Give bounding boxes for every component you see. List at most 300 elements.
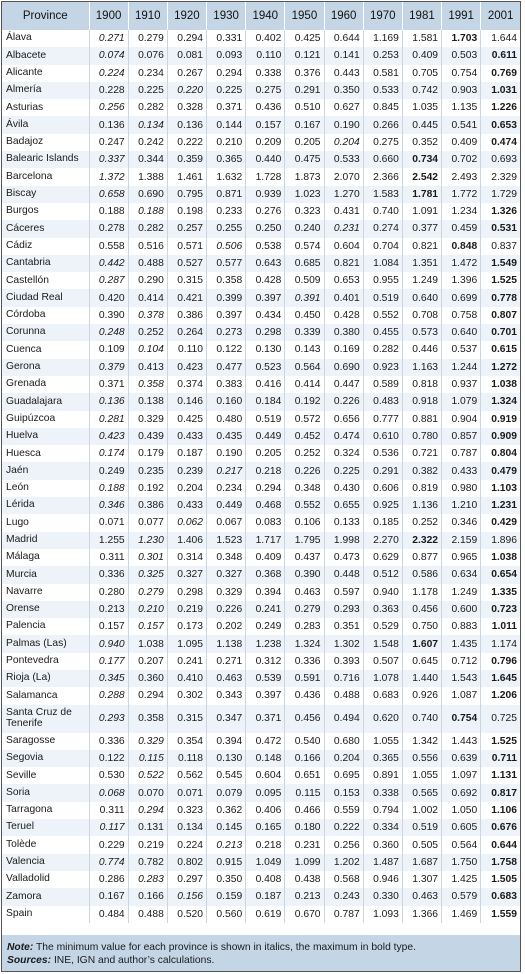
table-row [2, 618, 520, 635]
value-cell: 0.134 [128, 116, 167, 133]
value-cell: 0.249 [246, 618, 285, 635]
value-cell: 1.023 [285, 186, 324, 203]
value-cell: 0.904 [442, 411, 481, 428]
value-cell: 1.302 [324, 635, 363, 652]
value-cell: 1.425 [442, 871, 481, 888]
table-row [2, 411, 520, 428]
value-cell: 0.174 [89, 445, 128, 462]
value-cell: 0.228 [89, 82, 128, 99]
value-cell: 0.198 [167, 203, 206, 220]
value-cell: 0.327 [167, 566, 206, 583]
value-cell: 0.282 [363, 341, 402, 358]
value-cell: 0.143 [285, 341, 324, 358]
value-cell: 0.519 [363, 289, 402, 306]
value-cell: 0.443 [324, 65, 363, 82]
value-cell: 1.136 [402, 497, 441, 514]
value-cell: 2.366 [363, 168, 402, 185]
value-cell: 1.772 [442, 186, 481, 203]
value-cell: 0.329 [207, 584, 246, 601]
table-row [2, 324, 520, 341]
value-cell: 0.220 [167, 82, 206, 99]
province-name-cell: Grenada [2, 376, 89, 393]
value-cell: 0.433 [167, 497, 206, 514]
value-cell: 0.248 [89, 324, 128, 341]
table-row [2, 307, 520, 324]
value-cell: 0.209 [246, 134, 285, 151]
value-cell: 0.692 [442, 784, 481, 801]
value-cell: 0.133 [324, 514, 363, 531]
value-cell: 0.660 [363, 151, 402, 168]
value-cell: 0.283 [128, 871, 167, 888]
value-cell: 0.436 [285, 687, 324, 704]
value-cell: 1.998 [324, 532, 363, 549]
value-cell: 1.795 [285, 532, 324, 549]
value-cell: 0.802 [167, 854, 206, 871]
value-cell: 0.940 [363, 584, 402, 601]
table-row [2, 116, 520, 133]
table-row [2, 906, 520, 923]
value-cell: 0.345 [89, 670, 128, 687]
value-cell: 2.493 [442, 168, 481, 185]
value-cell: 0.130 [207, 750, 246, 767]
value-cell: 1.307 [402, 871, 441, 888]
province-name-cell: Málaga [2, 549, 89, 566]
value-cell: 0.279 [285, 601, 324, 618]
value-cell: 0.474 [324, 428, 363, 445]
value-cell: 0.402 [246, 30, 285, 47]
value-cell: 0.117 [89, 819, 128, 836]
value-cell: 0.558 [89, 238, 128, 255]
value-cell: 0.288 [89, 687, 128, 704]
value-cell: 0.503 [442, 47, 481, 64]
value-cell: 0.231 [285, 836, 324, 853]
province-name-cell: Corunna [2, 324, 89, 341]
value-cell: 0.166 [285, 750, 324, 767]
value-cell: 0.505 [402, 836, 441, 853]
value-cell: 0.447 [324, 376, 363, 393]
value-cell: 0.410 [167, 670, 206, 687]
value-cell: 0.225 [324, 462, 363, 479]
value-cell: 1.523 [207, 532, 246, 549]
value-cell: 0.167 [89, 888, 128, 905]
value-cell: 0.279 [128, 30, 167, 47]
value-cell: 0.274 [363, 220, 402, 237]
value-cell: 0.225 [128, 82, 167, 99]
value-cell: 0.883 [442, 618, 481, 635]
value-cell: 0.606 [363, 480, 402, 497]
value-cell: 0.368 [246, 566, 285, 583]
value-cell: 1.388 [128, 168, 167, 185]
value-cell: 0.371 [246, 705, 285, 733]
value-cell: 0.433 [442, 462, 481, 479]
province-name-cell: Segovia [2, 750, 89, 767]
value-cell: 0.701 [481, 324, 520, 341]
value-cell: 0.338 [363, 784, 402, 801]
value-cell: 0.818 [402, 376, 441, 393]
province-name-cell: Palencia [2, 618, 89, 635]
value-cell: 0.530 [89, 767, 128, 784]
value-cell: 1.050 [442, 802, 481, 819]
value-cell: 0.725 [481, 705, 520, 733]
table-row [2, 30, 520, 47]
header-1950: 1950 [285, 2, 324, 30]
value-cell: 0.093 [207, 47, 246, 64]
value-cell: 0.271 [207, 653, 246, 670]
value-cell: 1.038 [481, 376, 520, 393]
value-cell: 0.597 [324, 584, 363, 601]
value-cell: 0.433 [167, 428, 206, 445]
value-cell: 0.463 [285, 584, 324, 601]
value-cell: 0.449 [246, 428, 285, 445]
value-cell: 0.283 [285, 618, 324, 635]
value-cell: 0.604 [246, 767, 285, 784]
value-cell: 1.174 [481, 635, 520, 652]
value-cell: 0.350 [324, 82, 363, 99]
value-cell: 0.683 [481, 888, 520, 905]
value-cell: 1.131 [481, 767, 520, 784]
value-cell: 1.234 [442, 203, 481, 220]
value-cell: 0.192 [285, 393, 324, 410]
value-cell: 1.099 [285, 854, 324, 871]
value-cell: 1.079 [442, 393, 481, 410]
value-cell: 0.148 [246, 750, 285, 767]
value-cell: 0.291 [363, 462, 402, 479]
value-cell: 0.926 [402, 687, 441, 704]
value-cell: 0.488 [128, 255, 167, 272]
data-table-container [1, 1, 521, 972]
value-cell: 1.644 [481, 30, 520, 47]
value-cell: 0.071 [89, 514, 128, 531]
value-cell: 0.179 [128, 445, 167, 462]
value-cell: 0.279 [128, 584, 167, 601]
value-cell: 0.577 [207, 255, 246, 272]
value-cell: 1.230 [128, 532, 167, 549]
province-name-cell: Saragosse [2, 733, 89, 750]
value-cell: 0.192 [128, 480, 167, 497]
value-cell: 0.702 [442, 151, 481, 168]
value-cell: 0.817 [481, 784, 520, 801]
value-cell: 0.473 [324, 549, 363, 566]
value-cell: 0.533 [324, 151, 363, 168]
value-cell: 0.350 [207, 871, 246, 888]
value-cell: 0.740 [363, 203, 402, 220]
table-row [2, 670, 520, 687]
value-cell: 0.110 [167, 341, 206, 358]
value-cell: 0.298 [167, 584, 206, 601]
value-cell: 0.742 [402, 82, 441, 99]
value-cell: 0.571 [167, 238, 206, 255]
value-cell: 0.382 [402, 462, 441, 479]
province-name-cell: Tolède [2, 836, 89, 853]
value-cell: 0.204 [324, 750, 363, 767]
value-cell: 0.118 [167, 750, 206, 767]
value-cell: 0.383 [207, 376, 246, 393]
province-name-cell: Seville [2, 767, 89, 784]
value-cell: 0.448 [324, 566, 363, 583]
province-name-cell: Alicante [2, 65, 89, 82]
table-row [2, 272, 520, 289]
value-cell: 0.352 [402, 134, 441, 151]
value-cell: 0.358 [128, 705, 167, 733]
value-cell: 0.185 [363, 514, 402, 531]
value-cell: 0.241 [246, 601, 285, 618]
value-cell: 0.337 [89, 151, 128, 168]
value-cell: 0.705 [402, 65, 441, 82]
value-cell: 0.644 [481, 836, 520, 853]
value-cell: 0.138 [128, 393, 167, 410]
table-row [2, 289, 520, 306]
value-cell: 0.165 [246, 819, 285, 836]
value-cell: 0.290 [128, 272, 167, 289]
province-name-cell: León [2, 480, 89, 497]
value-cell: 1.210 [442, 497, 481, 514]
province-name-cell: Spain [2, 906, 89, 923]
value-cell: 0.122 [89, 750, 128, 767]
value-cell: 2.542 [402, 168, 441, 185]
value-cell: 1.087 [442, 687, 481, 704]
value-cell: 0.351 [324, 618, 363, 635]
value-cell: 0.463 [207, 670, 246, 687]
value-cell: 0.455 [363, 324, 402, 341]
value-cell: 0.271 [89, 30, 128, 47]
value-cell: 0.586 [402, 566, 441, 583]
header-1920: 1920 [167, 2, 206, 30]
value-cell: 0.436 [246, 99, 285, 116]
header-1960: 1960 [324, 2, 363, 30]
value-cell: 0.339 [285, 324, 324, 341]
value-cell: 0.156 [167, 888, 206, 905]
value-cell: 0.324 [324, 445, 363, 462]
value-cell: 0.512 [363, 566, 402, 583]
value-cell: 0.474 [481, 134, 520, 151]
value-cell: 0.437 [285, 549, 324, 566]
value-cell: 0.540 [285, 733, 324, 750]
value-cell: 0.177 [89, 653, 128, 670]
value-cell: 1.583 [363, 186, 402, 203]
table-row [2, 733, 520, 750]
value-cell: 0.634 [442, 566, 481, 583]
value-cell: 1.396 [442, 272, 481, 289]
value-cell: 0.589 [363, 376, 402, 393]
value-cell: 0.604 [324, 238, 363, 255]
value-cell: 0.213 [89, 601, 128, 618]
value-cell: 0.837 [481, 238, 520, 255]
value-cell: 1.084 [363, 255, 402, 272]
value-cell: 0.685 [285, 255, 324, 272]
value-cell: 0.115 [285, 784, 324, 801]
table-row [2, 836, 520, 853]
value-cell: 0.115 [128, 750, 167, 767]
value-cell: 0.915 [207, 854, 246, 871]
value-cell: 1.469 [442, 906, 481, 923]
value-cell: 0.527 [167, 255, 206, 272]
table-row [2, 653, 520, 670]
value-cell: 1.559 [481, 906, 520, 923]
value-cell: 0.062 [167, 514, 206, 531]
province-name-cell: Badajoz [2, 134, 89, 151]
value-cell: 2.270 [363, 532, 402, 549]
value-cell: 2.070 [324, 168, 363, 185]
value-cell: 0.363 [363, 601, 402, 618]
value-cell: 0.233 [207, 203, 246, 220]
value-cell: 1.717 [246, 532, 285, 549]
province-name-cell: Navarre [2, 584, 89, 601]
value-cell: 1.487 [363, 854, 402, 871]
value-cell: 0.362 [207, 802, 246, 819]
table-row [2, 393, 520, 410]
value-cell: 1.255 [89, 532, 128, 549]
value-cell: 1.055 [363, 733, 402, 750]
value-cell: 0.807 [481, 307, 520, 324]
province-name-cell: Guipúzcoa [2, 411, 89, 428]
value-cell: 0.256 [324, 836, 363, 853]
value-cell: 0.213 [285, 888, 324, 905]
value-cell: 1.645 [481, 670, 520, 687]
value-cell: 0.188 [128, 203, 167, 220]
value-cell: 0.153 [324, 784, 363, 801]
value-cell: 0.095 [246, 784, 285, 801]
value-cell: 0.330 [363, 888, 402, 905]
value-cell: 0.302 [167, 687, 206, 704]
value-cell: 0.348 [285, 480, 324, 497]
value-cell: 0.282 [128, 220, 167, 237]
province-name-cell: Córdoba [2, 307, 89, 324]
value-cell: 0.109 [89, 341, 128, 358]
value-cell: 0.428 [324, 307, 363, 324]
province-name-cell: Albacete [2, 47, 89, 64]
value-cell: 0.848 [442, 238, 481, 255]
value-cell: 0.224 [89, 65, 128, 82]
value-cell: 0.925 [363, 497, 402, 514]
value-cell: 0.919 [481, 411, 520, 428]
value-cell: 0.187 [167, 445, 206, 462]
value-cell: 0.627 [324, 99, 363, 116]
value-cell: 1.038 [481, 549, 520, 566]
value-cell: 1.093 [363, 906, 402, 923]
value-cell: 0.857 [442, 428, 481, 445]
value-cell: 1.781 [402, 186, 441, 203]
value-cell: 0.450 [285, 307, 324, 324]
value-cell: 0.338 [246, 65, 285, 82]
value-cell: 0.166 [128, 888, 167, 905]
value-cell: 0.231 [324, 220, 363, 237]
value-cell: 0.643 [246, 255, 285, 272]
table-row [2, 203, 520, 220]
province-name-cell: Barcelona [2, 168, 89, 185]
value-cell: 0.397 [246, 687, 285, 704]
value-cell: 1.055 [402, 767, 441, 784]
value-cell: 0.409 [402, 47, 441, 64]
value-cell: 0.074 [89, 47, 128, 64]
value-cell: 1.440 [402, 670, 441, 687]
value-cell: 0.297 [167, 871, 206, 888]
value-cell: 0.219 [167, 601, 206, 618]
table-row [2, 65, 520, 82]
province-name-cell: Biscay [2, 186, 89, 203]
value-cell: 0.754 [442, 65, 481, 82]
value-cell: 0.104 [128, 341, 167, 358]
value-cell: 0.445 [402, 116, 441, 133]
value-cell: 0.507 [363, 653, 402, 670]
value-cell: 1.249 [402, 272, 441, 289]
province-name-cell: Huesca [2, 445, 89, 462]
value-cell: 0.480 [207, 411, 246, 428]
value-cell: 0.218 [246, 836, 285, 853]
value-cell: 0.940 [89, 635, 128, 652]
value-cell: 1.326 [481, 203, 520, 220]
province-name-cell: Orense [2, 601, 89, 618]
value-cell: 1.372 [89, 168, 128, 185]
value-cell: 0.568 [324, 871, 363, 888]
value-cell: 0.918 [402, 393, 441, 410]
province-name-cell: Asturias [2, 99, 89, 116]
value-cell: 0.656 [324, 411, 363, 428]
table-row [2, 497, 520, 514]
value-cell: 0.721 [402, 445, 441, 462]
value-cell: 0.184 [246, 393, 285, 410]
value-cell: 0.294 [128, 687, 167, 704]
value-cell: 0.552 [363, 307, 402, 324]
value-cell: 1.342 [402, 733, 441, 750]
value-cell: 0.160 [207, 393, 246, 410]
table-row [2, 888, 520, 905]
value-cell: 1.543 [442, 670, 481, 687]
value-cell: 0.778 [481, 289, 520, 306]
value-cell: 0.312 [246, 653, 285, 670]
value-cell: 1.178 [402, 584, 441, 601]
value-cell: 0.484 [89, 906, 128, 923]
value-cell: 0.581 [363, 65, 402, 82]
table-header [2, 2, 520, 30]
value-cell: 0.937 [442, 376, 481, 393]
value-cell: 0.131 [128, 819, 167, 836]
value-cell: 1.435 [442, 635, 481, 652]
value-cell: 0.438 [285, 871, 324, 888]
value-cell: 0.224 [167, 836, 206, 853]
value-cell: 0.488 [324, 687, 363, 704]
value-cell: 0.774 [89, 854, 128, 871]
value-cell: 0.217 [207, 462, 246, 479]
value-cell: 1.525 [481, 272, 520, 289]
value-cell: 0.651 [285, 767, 324, 784]
value-cell: 0.141 [324, 47, 363, 64]
value-cell: 1.135 [442, 99, 481, 116]
value-cell: 0.205 [246, 445, 285, 462]
value-cell: 0.509 [285, 272, 324, 289]
table-row [2, 47, 520, 64]
value-cell: 0.804 [481, 445, 520, 462]
value-cell: 0.704 [363, 238, 402, 255]
value-cell: 0.346 [442, 514, 481, 531]
value-cell: 0.358 [128, 376, 167, 393]
value-cell: 1.505 [481, 871, 520, 888]
value-cell: 0.680 [324, 733, 363, 750]
value-cell: 0.334 [363, 819, 402, 836]
value-cell: 0.420 [89, 289, 128, 306]
province-name-cell: Cáceres [2, 220, 89, 237]
value-cell: 1.238 [246, 635, 285, 652]
value-cell: 1.873 [285, 168, 324, 185]
value-cell: 0.552 [285, 497, 324, 514]
table-row [2, 359, 520, 376]
value-cell: 1.549 [481, 255, 520, 272]
value-cell: 0.740 [402, 705, 441, 733]
value-cell: 0.463 [402, 888, 441, 905]
value-cell: 0.562 [167, 767, 206, 784]
value-cell: 0.539 [246, 670, 285, 687]
value-cell: 0.506 [207, 238, 246, 255]
table-row [2, 99, 520, 116]
